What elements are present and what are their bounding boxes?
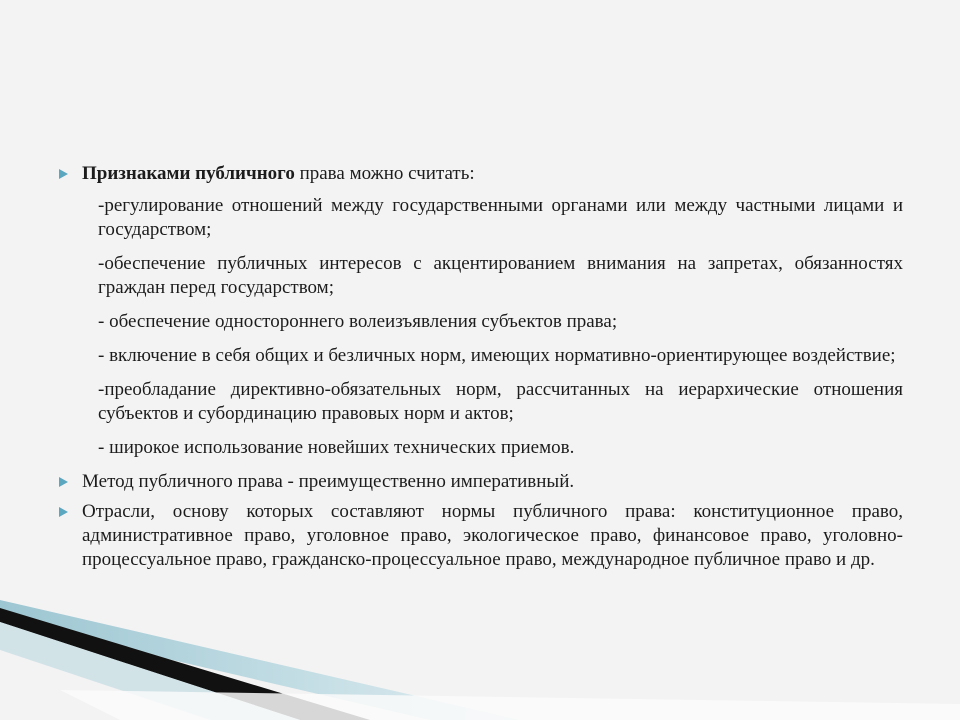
sub-item: -регулирование отношений между государственными органами или между частными лицами и государством; [98,195,903,240]
bullet-item-method [58,470,903,494]
bullet-item-branches [58,500,903,572]
slide-content [58,162,903,578]
sub-item: -обеспечение публичных интересов с акцентированием внимания на запретах, обязанностях граждан перед государством; [98,253,903,298]
swoosh-white-band [60,690,960,720]
bullet-text: Отрасли, основу которых составляют нормы публичного права: конституционное право, административное право, уголовное право, экологическое право, финансовое право, уголовно-процессуальное право, гражданско-процессуальное право, международное публичное право и др. [82,501,903,570]
bullet-item-signs [58,162,903,186]
sub-item: -преобладание директивно-обязательных норм, рассчитанных на иерархические отношения субъектов и субординацию правовых норм и актов; [98,379,903,424]
sub-item: - обеспечение одностороннего волеизъявления субъектов права; [98,311,618,332]
triangle-arrow-icon [58,168,69,180]
bullet-text [82,162,903,186]
sub-list [58,194,903,460]
bullet-rest-text: права можно считать: [294,163,475,184]
bullet-text: Метод публичного права - преимущественно императивный. [82,471,575,492]
bullet-bold-text: Признаками публичного [82,163,295,184]
triangle-arrow-icon [58,476,69,488]
triangle-arrow-icon [58,506,69,518]
sub-item: - включение в себя общих и безличных норм, имеющих нормативно-ориентирующее воздействие; [98,345,896,366]
sub-item: - широкое использование новейших технических приемов. [98,437,575,458]
